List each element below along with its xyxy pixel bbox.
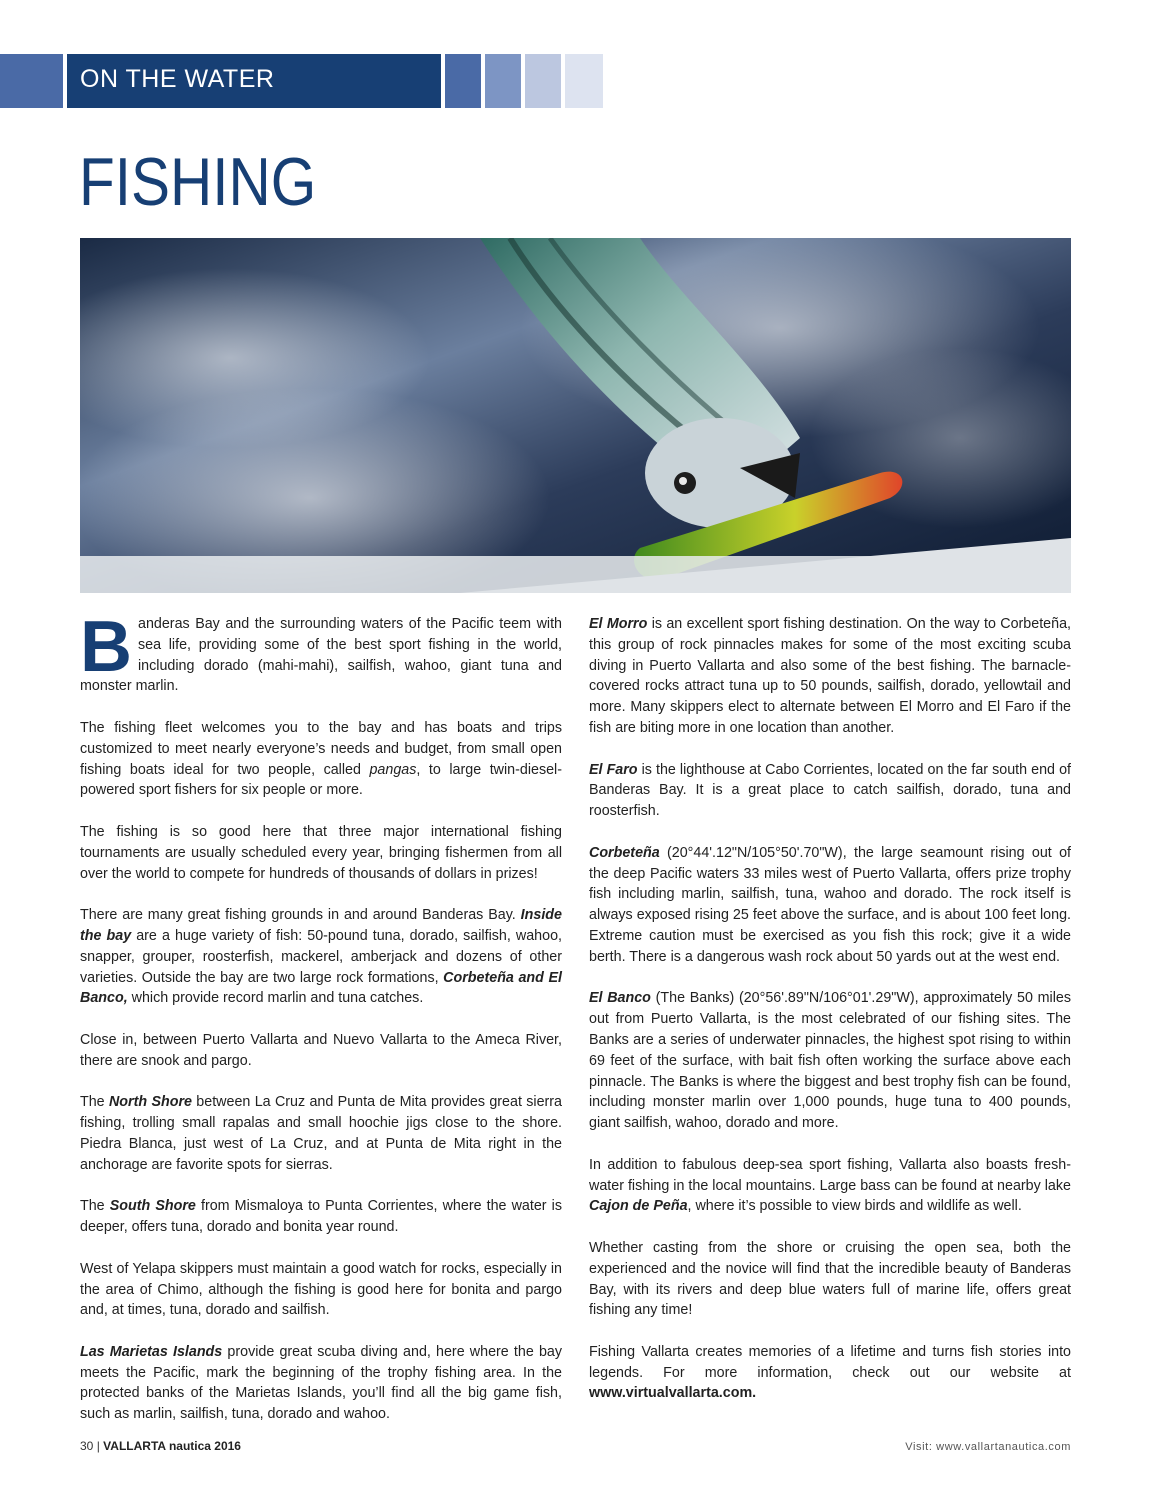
highlight-term: North Shore [108,1094,192,1111]
paragraph [589,1342,1071,1404]
paragraph [589,1155,1071,1217]
drop-cap: B [80,607,132,687]
website-link[interactable]: www.virtualvallarta.com. [589,1385,757,1402]
page-footer [80,1439,241,1453]
highlight-term: El Faro [589,761,638,778]
paragraph [80,1196,562,1238]
paragraph-text: The [80,1198,110,1215]
highlight-term: El Banco [589,990,651,1007]
paragraph-text: (The Banks) (20°56'.89"N/106°01'.29"W), approximately 50 miles out from Puerto Vallarta, is the most celebrated of our fishing sites. The Banks are a series of underwater pinnacles, the highest spot rising to within 69 feet of the surface, with bait fish often working the surface above each pinnacle. The Banks is where the biggest and best trophy fish can be found, including monster marlin over 1,000 pounds, huge tuna to 400 pounds, giant sailfish, wahoo, dorado and more. [589,990,1071,1132]
highlight-term: Cajon de Peña [589,1198,688,1215]
page-title: FISHING [79,144,317,220]
paragraph-text: between La Cruz and Punta de Mita provides great sierra fishing, trolling small rapalas and small hoochie jigs close to the shore. Piedra Blanca, just west of La Cruz, and at Punta de Mita right in the anchorage are favorite spots for sierras. [80,1094,563,1173]
paragraph-text: (20°44'.12"N/105°50'.70"W), the large seamount rising out of the deep Pacific waters 33 miles west of Puerto Vallarta, offers prize trophy fish including marlin, sailfish, tuna, wahoo and dorado. The rock itself is always exposed rising 25 feet above the surface, and is about 100 feet long. Extreme caution must be exercised as you fish this rock; give it a wide berth. There is a dangerous wash rock about 50 yards out at the west end. [589,844,1071,965]
paragraph-text: is an excellent sport fishing destination. On the way to Corbeteña, this group of rock pinnacles makes for some of the most exciting scuba diving in Puerto Vallarta and also some of the best fishing. The barnacle-covered rocks attract tuna up to 50 pounds, sailfish, dorado, yellowtail and more. Many skippers elect to alternate between El Morro and El Faro if the fish are biting more in one location than another. [589,616,1071,736]
paragraph [80,1342,562,1425]
highlight-term: Inside the bay [80,907,562,944]
paragraph-text: are a huge variety of fish: 50-pound tuna, dorado, sailfish, wahoo, snapper, grouper, roosterfish, mackerel, amberjack and dozens of other varieties. Outside the bay are two large rock formations, [80,927,562,986]
paragraph-text: The [80,1094,109,1111]
header-swatch [445,54,481,108]
paragraph [589,614,1071,739]
paragraph-text: is the lighthouse at Cabo Corrientes, located on the far south end of Banderas Bay. It is a great place to catch sailfish, dorado, tuna and roosterfish. [589,761,1071,820]
footer-separator: | [96,1439,100,1453]
highlight-term: Corbeteña and El Banco, [80,969,562,1007]
article-column-left [80,607,563,1446]
paragraph [589,760,1071,822]
emphasis-text: pangas [369,761,417,778]
highlight-term: South Shore [109,1198,196,1215]
paragraph-text: , to large twin-diesel-powered sport fishers for six people or more. [80,761,562,799]
fish-with-lure-photo [80,238,1071,593]
section-label: ON THE WATER [80,65,275,93]
article-column-right [589,614,1071,1425]
highlight-term: Corbeteña [589,844,660,861]
paragraph-text: provide great scuba diving and, here where the bay meets the Pacific, mark the beginning of the trophy fishing area. In the protected banks of the Marietas Islands, you’ll find all the big game fish, such as marlin, sailfish, tuna, dorado and wahoo. [80,1343,563,1423]
header-swatch [485,54,521,108]
paragraph [80,1092,562,1175]
page-number: 30 [80,1439,94,1453]
paragraph [589,988,1071,1134]
section-label-bar [67,54,441,108]
paragraph-text: anderas Bay and the surrounding waters of the Pacific teem with sea life, providing some of the best sport fishing in the world, including dorado (mahi-mahi), sailfish, wahoo, giant tuna and monster marlin. [80,616,562,695]
paragraph [589,843,1071,968]
paragraph [80,607,562,697]
paragraph: West of Yelapa skippers must maintain a good watch for rocks, especially in the area of Chimo, although the fishing is good here for bonita and pargo and, at times, tuna, dorado and sailfish. [80,1260,562,1319]
footer-visit-url: Visit: www.vallartanautica.com [905,1441,1071,1453]
paragraph-text: The fishing fleet welcomes you to the bay and has boats and trips customized to meet nearly everyone’s needs and budget, from small open fishing boats ideal for two people, called [80,719,562,778]
paragraph [80,905,562,1009]
publication-name: VALLARTA nautica 2016 [103,1439,241,1453]
header-accent-block [0,54,63,108]
highlight-term: El Morro [589,616,648,632]
header-swatch [525,54,561,108]
paragraph-text: Fishing Vallarta creates memories of a lifetime and turns fish stories into legends. For more information, check out our website at [589,1343,1071,1381]
paragraph: Whether casting from the shore or cruising the open sea, both the experienced and the novice will find that the incredible beauty of Banderas Bay, with its rivers and deep blue waters full of marine life, offers great fishing any time! [589,1239,1071,1319]
header-swatch [565,54,603,108]
paragraph [80,718,562,801]
paragraph-text: , where it’s possible to view birds and wildlife as well. [687,1198,1022,1215]
paragraph-text: There are many great fishing grounds in and around Banderas Bay. [80,907,521,924]
paragraph-text: from Mismaloya to Punta Corrientes, where the water is deeper, offers tuna, dorado and bonita year round. [80,1198,562,1236]
section-header [0,54,603,108]
highlight-term: Las Marietas Islands [80,1343,223,1360]
paragraph: The fishing is so good here that three major international fishing tournaments are usually scheduled every year, bringing fishermen from all over the world to compete for hundreds of thousands of dollars in prizes! [80,823,562,882]
paragraph-text: which provide record marlin and tuna catches. [127,990,424,1007]
paragraph: Close in, between Puerto Vallarta and Nuevo Vallarta to the Ameca River, there are snook and pargo. [80,1031,562,1069]
paragraph-text: In addition to fabulous deep-sea sport fishing, Vallarta also boasts fresh-water fishing in the local mountains. Large bass can be found at nearby lake [589,1156,1071,1194]
